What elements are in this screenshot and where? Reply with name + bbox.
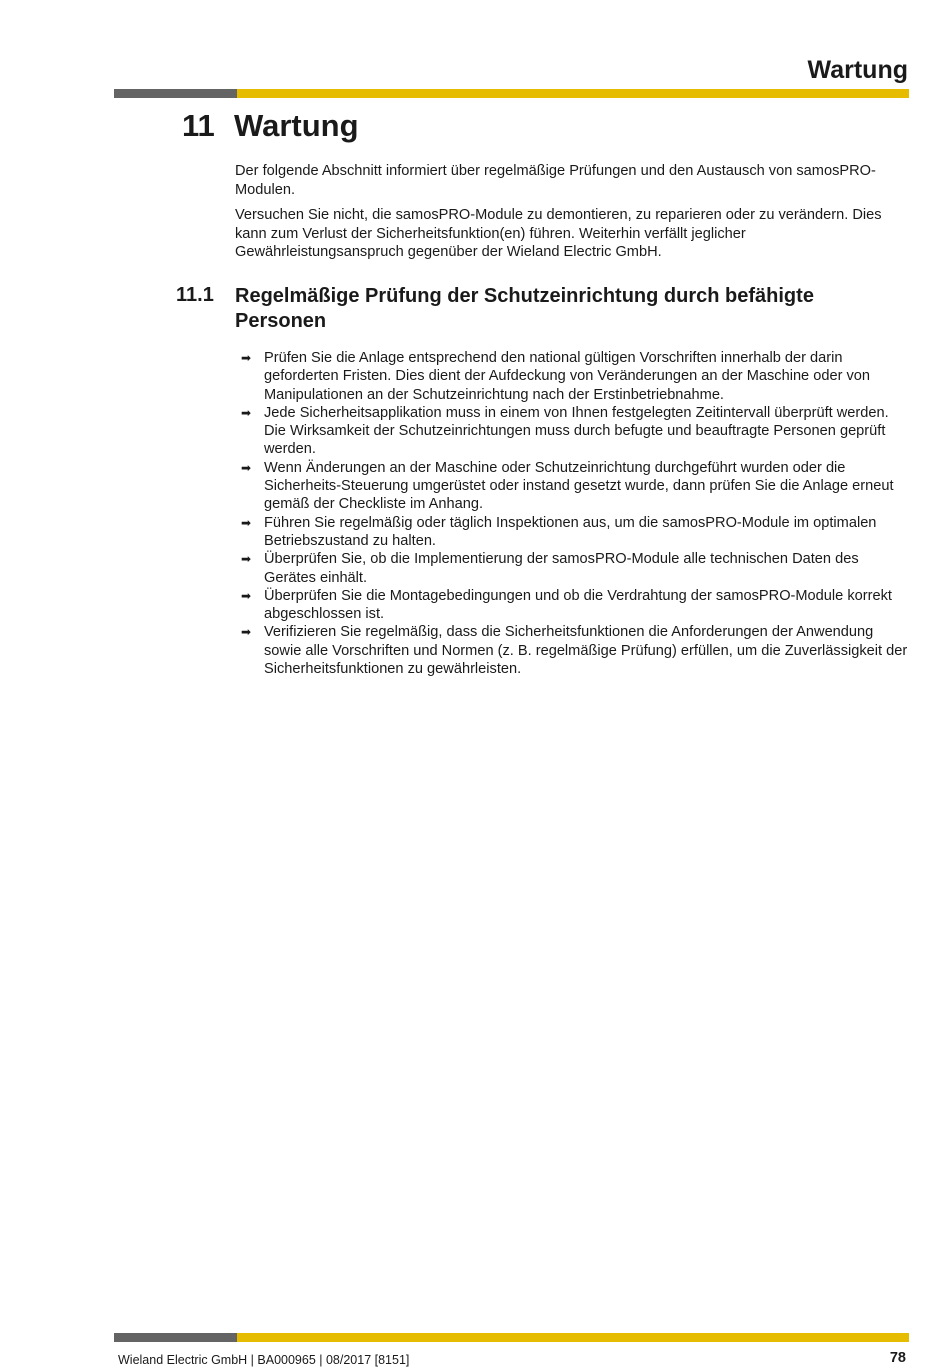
arrow-right-icon: ➡ bbox=[241, 460, 252, 475]
intro-text bbox=[235, 162, 910, 269]
list-item bbox=[241, 459, 911, 514]
chapter-number: 11 bbox=[182, 108, 215, 143]
arrow-right-icon: ➡ bbox=[241, 588, 252, 603]
header-rule bbox=[114, 89, 909, 98]
list-item bbox=[241, 623, 911, 678]
list-item bbox=[241, 404, 911, 459]
bullet-list bbox=[241, 349, 911, 678]
chapter-title: Wartung bbox=[234, 108, 359, 143]
arrow-right-icon: ➡ bbox=[241, 515, 252, 530]
intro-paragraph: Versuchen Sie nicht, die samosPRO-Module zu demontieren, zu reparieren oder zu verändern. Dies kann zum Verlust der Sicherheitsfunktion(en) führen. Weiterhin verfällt jeglicher Gewährleistungsanspruch gegenüber der Wieland Electric GmbH. bbox=[235, 207, 882, 260]
footer-rule bbox=[114, 1333, 909, 1342]
list-item-text: Wenn Änderungen an der Maschine oder Schutzeinrichtung durchgeführt wurden oder die Sicherheits-Steuerung umgerüstet oder instand gesetzt wurde, dann prüfen Sie die Anlage erneut gemäß der Checkliste im Anhang. bbox=[264, 459, 894, 513]
list-item-text: Prüfen Sie die Anlage entsprechend den national gültigen Vorschriften innerhalb der darin geforderten Fristen. Dies dient der Aufdeckung von Veränderungen an der Maschine oder von Manipulationen an der Schutzeinrichtung nach der Erstinbetriebnahme. bbox=[264, 350, 871, 403]
footer-imprint: Wieland Electric GmbH | BA000965 | 08/2017 [8151] bbox=[118, 1353, 410, 1367]
list-item-text: Verifizieren Sie regelmäßig, dass die Sicherheitsfunktionen die Anforderungen der Anwendung sowie alle Vorschriften und Normen (z. B. regelmäßige Prüfung) erfüllen, um die Zuverlässigkeit der Sicherheitsfunktionen zu gewährleisten. bbox=[264, 624, 908, 678]
list-item-text: Überprüfen Sie die Montagebedingungen und ob die Verdrahtung der samosPRO-Module korrekt abgeschlossen ist. bbox=[264, 587, 892, 623]
intro-paragraph: Der folgende Abschnitt informiert über regelmäßige Prüfungen und den Austausch von samosPRO-Modulen. bbox=[235, 163, 876, 198]
arrow-right-icon: ➡ bbox=[241, 351, 252, 365]
chapter-heading bbox=[182, 108, 359, 144]
arrow-right-icon: ➡ bbox=[241, 552, 252, 567]
list-item bbox=[241, 550, 911, 587]
page-number: 78 bbox=[889, 1350, 906, 1366]
list-item bbox=[241, 514, 911, 551]
list-item bbox=[241, 587, 911, 624]
running-header-title: Wartung bbox=[807, 56, 908, 84]
list-item-text: Führen Sie regelmäßig oder täglich Inspektionen aus, um die samosPRO-Module im optimalen Betriebszustand zu halten. bbox=[264, 514, 877, 549]
list-item bbox=[241, 349, 911, 404]
arrow-right-icon: ➡ bbox=[241, 405, 252, 420]
list-item-text: Jede Sicherheitsapplikation muss in einem von Ihnen festgelegten Zeitintervall überprüft werden. Die Wirksamkeit der Schutzeinrichtungen muss durch befugte und beauftragte Personen geprüft werden. bbox=[264, 404, 889, 458]
section-title: Regelmäßige Prüfung der Schutzeinrichtung durch befähigte Personen bbox=[235, 285, 814, 332]
section-number: 11.1 bbox=[176, 284, 214, 306]
arrow-right-icon: ➡ bbox=[241, 625, 252, 640]
list-item-text: Überprüfen Sie, ob die Implementierung der samosPRO-Module alle technischen Daten des Gerätes einhält. bbox=[264, 551, 859, 586]
